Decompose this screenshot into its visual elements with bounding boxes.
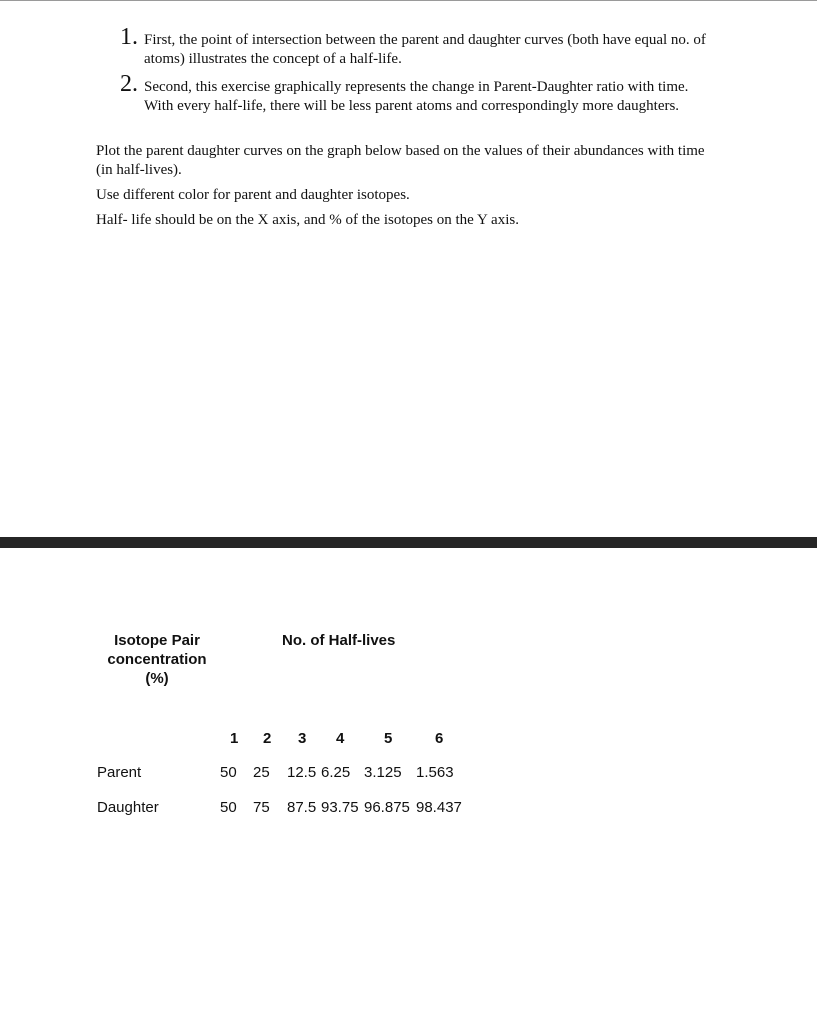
- row-label-daughter: Daughter: [97, 799, 159, 816]
- list-number-2: 2.: [120, 71, 138, 97]
- row-header-line-2: concentration: [107, 651, 207, 668]
- daughter-value-3: 87.5: [287, 799, 317, 816]
- row-header-line-1: Isotope Pair: [114, 632, 200, 649]
- daughter-value-2: 75: [253, 799, 270, 816]
- list-number-1: 1.: [120, 24, 138, 50]
- instruction-plot-curves: Plot the parent daughter curves on the graph below based on the values of their abundances with time (in half-lives).: [96, 143, 705, 178]
- instruction-colors: Use different color for parent and daughter isotopes.: [96, 187, 410, 203]
- column-header-2: 2: [263, 730, 272, 747]
- table-row-header: [92, 631, 222, 688]
- parent-value-3: 12.5: [287, 764, 317, 781]
- list-text-2: Second, this exercise graphically represents the change in Parent-Daughter ratio with time. With every half-life, there will be less parent atoms and correspondingly more daughters.: [144, 79, 689, 114]
- table-column-header: No. of Half-lives: [282, 632, 396, 649]
- column-header-3: 3: [298, 730, 307, 747]
- top-rule: [0, 0, 817, 1]
- parent-value-4: 6.25: [321, 764, 351, 781]
- column-header-1: 1: [230, 730, 239, 747]
- daughter-value-5: 96.875: [364, 799, 410, 816]
- section-divider: [0, 537, 817, 548]
- parent-value-1: 50: [220, 764, 237, 781]
- column-header-4: 4: [336, 730, 345, 747]
- parent-value-2: 25: [253, 764, 270, 781]
- row-label-parent: Parent: [97, 764, 142, 781]
- daughter-value-6: 98.437: [416, 799, 462, 816]
- parent-value-5: 3.125: [364, 764, 402, 781]
- column-header-5: 5: [384, 730, 393, 747]
- daughter-value-4: 93.75: [321, 799, 359, 816]
- row-header-line-3: (%): [145, 670, 169, 687]
- column-header-6: 6: [435, 730, 444, 747]
- list-text-1: First, the point of intersection between the parent and daughter curves (both have equal no. of atoms) illustrates the concept of a half-life.: [144, 32, 706, 67]
- instruction-axes: Half- life should be on the X axis, and % of the isotopes on the Y axis.: [96, 212, 519, 228]
- parent-value-6: 1.563: [416, 764, 454, 781]
- daughter-value-1: 50: [220, 799, 237, 816]
